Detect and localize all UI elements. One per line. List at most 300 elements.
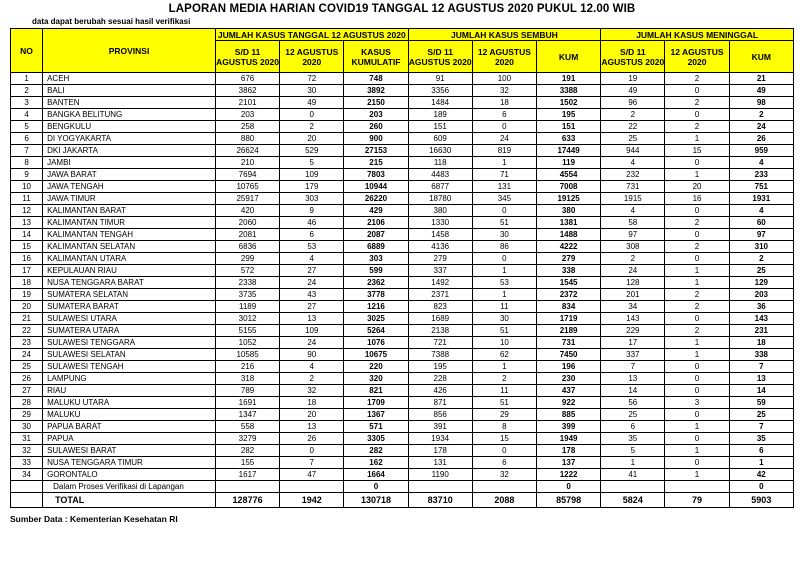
cell-k3: 320 — [344, 373, 408, 385]
cell-prov: JAWA TIMUR — [43, 193, 216, 205]
cell-s1: 871 — [408, 397, 472, 409]
cell-m3: 203 — [729, 289, 793, 301]
cell-m3: 1 — [729, 457, 793, 469]
cell-s2: 0 — [472, 205, 536, 217]
cell-m1: 4 — [601, 205, 665, 217]
cell-s1 — [408, 481, 472, 493]
cell-prov: LAMPUNG — [43, 373, 216, 385]
cell-m1: 5 — [601, 445, 665, 457]
cell-k3: 1709 — [344, 397, 408, 409]
table-row — [11, 385, 794, 397]
cell-k2: 303 — [280, 193, 344, 205]
cell-k1: 420 — [215, 205, 279, 217]
total-cell-s3: 85798 — [537, 493, 601, 508]
header-sembuh-kum: KUM — [537, 41, 601, 73]
cell-k1: 10585 — [215, 349, 279, 361]
cell-k3: 3892 — [344, 85, 408, 97]
cell-m1: 731 — [601, 181, 665, 193]
table-row — [11, 229, 794, 241]
cell-s1: 823 — [408, 301, 472, 313]
cell-m1: 17 — [601, 337, 665, 349]
cell-s3: 1488 — [537, 229, 601, 241]
cell-s1: 337 — [408, 265, 472, 277]
cell-m3: 13 — [729, 373, 793, 385]
cell-prov: BENGKULU — [43, 121, 216, 133]
cell-m2: 0 — [665, 109, 729, 121]
total-cell-k1: 128776 — [215, 493, 279, 508]
cell-k1: 880 — [215, 133, 279, 145]
cell-no: 11 — [11, 193, 43, 205]
cell-s3: 380 — [537, 205, 601, 217]
cell-s3: 834 — [537, 301, 601, 313]
cell-m3: 24 — [729, 121, 793, 133]
cell-prov: NUSA TENGGARA TIMUR — [43, 457, 216, 469]
cell-k1: 1691 — [215, 397, 279, 409]
cell-k3: 215 — [344, 157, 408, 169]
cell-s2: 51 — [472, 217, 536, 229]
cell-s1: 1330 — [408, 217, 472, 229]
cell-k2 — [280, 481, 344, 493]
cell-m3: 0 — [729, 481, 793, 493]
cell-prov: DKI JAKARTA — [43, 145, 216, 157]
header-kasus-kumulatif: KASUS KUMULATIF — [344, 41, 408, 73]
cell-s2: 8 — [472, 421, 536, 433]
cell-k2: 18 — [280, 397, 344, 409]
cell-k3: 162 — [344, 457, 408, 469]
cell-m2: 2 — [665, 289, 729, 301]
cell-prov: RIAU — [43, 385, 216, 397]
table-row — [11, 277, 794, 289]
cell-s2: 0 — [472, 253, 536, 265]
cell-no: 14 — [11, 229, 43, 241]
cell-no: 2 — [11, 85, 43, 97]
cell-k2: 90 — [280, 349, 344, 361]
cell-m1: 308 — [601, 241, 665, 253]
cell-k2: 43 — [280, 289, 344, 301]
cell-m2: 15 — [665, 145, 729, 157]
table-header — [11, 29, 794, 73]
cell-prov: MALUKU — [43, 409, 216, 421]
cell-m2: 2 — [665, 301, 729, 313]
cell-k3: 3778 — [344, 289, 408, 301]
cell-prov: SUMATERA UTARA — [43, 325, 216, 337]
cell-s3: 151 — [537, 121, 601, 133]
cell-k1: 789 — [215, 385, 279, 397]
cell-k1: 2101 — [215, 97, 279, 109]
cell-m3: 338 — [729, 349, 793, 361]
cell-s3: 4554 — [537, 169, 601, 181]
cell-k1: 558 — [215, 421, 279, 433]
total-cell-label: TOTAL — [43, 493, 216, 508]
total-cell-m1: 5824 — [601, 493, 665, 508]
cell-no: 31 — [11, 433, 43, 445]
cell-no: 13 — [11, 217, 43, 229]
cell-s3: 1502 — [537, 97, 601, 109]
cell-m3: 7 — [729, 361, 793, 373]
cell-s1: 131 — [408, 457, 472, 469]
cell-k2: 179 — [280, 181, 344, 193]
cell-m2: 1 — [665, 349, 729, 361]
cell-prov: SULAWESI UTARA — [43, 313, 216, 325]
cell-s3: 922 — [537, 397, 601, 409]
cell-k2: 2 — [280, 121, 344, 133]
table-row — [11, 85, 794, 97]
header-sembuh-sd11: S/D 11 AGUSTUS 2020 — [408, 41, 472, 73]
cell-m2: 0 — [665, 229, 729, 241]
cell-k3: 3305 — [344, 433, 408, 445]
cell-s2: 1 — [472, 289, 536, 301]
cell-k3: 10675 — [344, 349, 408, 361]
cell-s1: 1492 — [408, 277, 472, 289]
cell-m3: 26 — [729, 133, 793, 145]
cell-s2: 1 — [472, 265, 536, 277]
cell-m2: 1 — [665, 133, 729, 145]
cell-m3: 310 — [729, 241, 793, 253]
cell-s1: 279 — [408, 253, 472, 265]
total-cell-s1: 83710 — [408, 493, 472, 508]
cell-m3: 60 — [729, 217, 793, 229]
cell-m1: 34 — [601, 301, 665, 313]
cell-s1: 1484 — [408, 97, 472, 109]
cell-no: 3 — [11, 97, 43, 109]
cell-m1: 14 — [601, 385, 665, 397]
cell-m3: 6 — [729, 445, 793, 457]
cell-s3: 195 — [537, 109, 601, 121]
cell-s2: 62 — [472, 349, 536, 361]
cell-s1: 1190 — [408, 469, 472, 481]
cell-m1: 13 — [601, 373, 665, 385]
cell-no: 24 — [11, 349, 43, 361]
cell-m3: 14 — [729, 385, 793, 397]
cell-s2: 11 — [472, 301, 536, 313]
cell-k2: 7 — [280, 457, 344, 469]
cell-no: 28 — [11, 397, 43, 409]
cell-m1: 128 — [601, 277, 665, 289]
cell-k1: 210 — [215, 157, 279, 169]
table-row — [11, 397, 794, 409]
total-cell-m3: 5903 — [729, 493, 793, 508]
page-title: LAPORAN MEDIA HARIAN COVID19 TANGGAL 12 AGUSTUS 2020 PUKUL 12.00 WIB — [168, 3, 636, 15]
cell-s2: 0 — [472, 445, 536, 457]
cell-k3: 3025 — [344, 313, 408, 325]
cell-m1: 229 — [601, 325, 665, 337]
table-row — [11, 169, 794, 181]
cell-s3: 437 — [537, 385, 601, 397]
table-body — [11, 73, 794, 508]
cell-k3: 571 — [344, 421, 408, 433]
table-row — [11, 445, 794, 457]
cell-s1: 1934 — [408, 433, 472, 445]
table-row — [11, 457, 794, 469]
cell-k2: 32 — [280, 385, 344, 397]
cell-no: 9 — [11, 169, 43, 181]
cell-k1: 676 — [215, 73, 279, 85]
cell-s3: 19125 — [537, 193, 601, 205]
cell-prov: SULAWESI SELATAN — [43, 349, 216, 361]
table-row — [11, 421, 794, 433]
cell-s3: 0 — [537, 481, 601, 493]
cell-m2: 0 — [665, 385, 729, 397]
table-row — [11, 433, 794, 445]
cell-prov: JAWA TENGAH — [43, 181, 216, 193]
cell-no: 12 — [11, 205, 43, 217]
cell-k1: 3862 — [215, 85, 279, 97]
cell-m3: 751 — [729, 181, 793, 193]
cell-m1: 4 — [601, 157, 665, 169]
cell-no: 16 — [11, 253, 43, 265]
cell-s3: 885 — [537, 409, 601, 421]
cell-m1: 337 — [601, 349, 665, 361]
cell-m1: 1 — [601, 457, 665, 469]
cell-m1: 22 — [601, 121, 665, 133]
cell-s1: 1689 — [408, 313, 472, 325]
cell-k2: 4 — [280, 253, 344, 265]
header-kasus-tgl12: 12 AGUSTUS 2020 — [280, 41, 344, 73]
cell-s1: 6877 — [408, 181, 472, 193]
cell-k1 — [215, 481, 279, 493]
cell-k3: 27153 — [344, 145, 408, 157]
cell-prov: DI YOGYAKARTA — [43, 133, 216, 145]
cell-s2: 819 — [472, 145, 536, 157]
cell-k2: 109 — [280, 325, 344, 337]
cell-m2: 1 — [665, 469, 729, 481]
cell-s1: 2371 — [408, 289, 472, 301]
cell-s2: 1 — [472, 361, 536, 373]
cell-k2: 47 — [280, 469, 344, 481]
table-row — [11, 313, 794, 325]
table-row — [11, 265, 794, 277]
cell-m2: 16 — [665, 193, 729, 205]
cell-s1: 178 — [408, 445, 472, 457]
cell-m2: 2 — [665, 73, 729, 85]
cell-s2: 32 — [472, 85, 536, 97]
cell-m1: 201 — [601, 289, 665, 301]
cell-k3: 1076 — [344, 337, 408, 349]
cell-k3: 5264 — [344, 325, 408, 337]
table-row — [11, 325, 794, 337]
cell-m1: 97 — [601, 229, 665, 241]
cell-s3: 3388 — [537, 85, 601, 97]
cell-s3: 7008 — [537, 181, 601, 193]
cell-k3: 1216 — [344, 301, 408, 313]
cell-s3: 2189 — [537, 325, 601, 337]
table-row — [11, 217, 794, 229]
cell-k2: 109 — [280, 169, 344, 181]
cell-k3: 6889 — [344, 241, 408, 253]
cell-k2: 4 — [280, 361, 344, 373]
cell-k1: 2081 — [215, 229, 279, 241]
cell-k1: 7694 — [215, 169, 279, 181]
header-meninggal-kum: KUM — [729, 41, 793, 73]
cell-s2: 100 — [472, 73, 536, 85]
cell-k3: 220 — [344, 361, 408, 373]
cell-s1: 18780 — [408, 193, 472, 205]
cell-no: 4 — [11, 109, 43, 121]
cell-k3: 1367 — [344, 409, 408, 421]
cell-s1: 856 — [408, 409, 472, 421]
cell-m1 — [601, 481, 665, 493]
cell-m2: 1 — [665, 277, 729, 289]
cell-s1: 4136 — [408, 241, 472, 253]
table-row — [11, 145, 794, 157]
cell-k2: 24 — [280, 277, 344, 289]
cell-m3: 959 — [729, 145, 793, 157]
table-row — [11, 289, 794, 301]
cell-no: 34 — [11, 469, 43, 481]
cell-s2: 71 — [472, 169, 536, 181]
cell-k1: 2060 — [215, 217, 279, 229]
cell-m3: 7 — [729, 421, 793, 433]
cell-s1: 7388 — [408, 349, 472, 361]
cell-prov: KALIMANTAN UTARA — [43, 253, 216, 265]
cell-s1: 91 — [408, 73, 472, 85]
cell-no — [11, 481, 43, 493]
cell-prov: JAMBI — [43, 157, 216, 169]
cell-m2: 2 — [665, 241, 729, 253]
cell-s1: 380 — [408, 205, 472, 217]
cell-no: 19 — [11, 289, 43, 301]
cell-k2: 2 — [280, 373, 344, 385]
cell-s3: 279 — [537, 253, 601, 265]
cell-s1: 426 — [408, 385, 472, 397]
cell-s1: 609 — [408, 133, 472, 145]
cell-k1: 155 — [215, 457, 279, 469]
cell-s1: 195 — [408, 361, 472, 373]
cell-s3: 4222 — [537, 241, 601, 253]
cell-m1: 19 — [601, 73, 665, 85]
cell-k3: 203 — [344, 109, 408, 121]
cell-k1: 25917 — [215, 193, 279, 205]
cell-k2: 0 — [280, 445, 344, 457]
cell-s2: 2 — [472, 373, 536, 385]
cell-k2: 26 — [280, 433, 344, 445]
cell-s1: 721 — [408, 337, 472, 349]
header-no: NO — [11, 29, 43, 73]
cell-k3: 821 — [344, 385, 408, 397]
cell-s3: 399 — [537, 421, 601, 433]
cell-m1: 25 — [601, 133, 665, 145]
total-cell-s2: 2088 — [472, 493, 536, 508]
cell-prov: SULAWESI BARAT — [43, 445, 216, 457]
cell-m2: 0 — [665, 457, 729, 469]
cell-s2: 6 — [472, 109, 536, 121]
cell-m2: 2 — [665, 97, 729, 109]
cell-k1: 5155 — [215, 325, 279, 337]
cell-s2: 1 — [472, 157, 536, 169]
cell-no: 10 — [11, 181, 43, 193]
cell-m2: 1 — [665, 169, 729, 181]
cell-s3: 17449 — [537, 145, 601, 157]
cell-s2: 0 — [472, 121, 536, 133]
cell-m1: 58 — [601, 217, 665, 229]
cell-s2: 24 — [472, 133, 536, 145]
cell-k3: 26220 — [344, 193, 408, 205]
cell-no: 15 — [11, 241, 43, 253]
cell-k3: 1664 — [344, 469, 408, 481]
cell-m2: 1 — [665, 445, 729, 457]
cell-s2: 18 — [472, 97, 536, 109]
cell-k3: 748 — [344, 73, 408, 85]
table-row — [11, 205, 794, 217]
cell-m3: 233 — [729, 169, 793, 181]
table-row — [11, 337, 794, 349]
cell-s2: 345 — [472, 193, 536, 205]
cell-s2: 51 — [472, 397, 536, 409]
cell-k1: 6836 — [215, 241, 279, 253]
cell-k2: 53 — [280, 241, 344, 253]
cell-prov: NUSA TENGGARA BARAT — [43, 277, 216, 289]
table-row — [11, 109, 794, 121]
cell-s1: 391 — [408, 421, 472, 433]
cell-s3: 2372 — [537, 289, 601, 301]
cell-m2: 1 — [665, 421, 729, 433]
cell-prov: KALIMANTAN BARAT — [43, 205, 216, 217]
cell-k3: 0 — [344, 481, 408, 493]
cell-s2: 131 — [472, 181, 536, 193]
cell-m2: 0 — [665, 253, 729, 265]
total-cell-k3: 130718 — [344, 493, 408, 508]
data-source: Sumber Data : Kementerian Kesehatan RI — [10, 514, 178, 524]
cell-no: 8 — [11, 157, 43, 169]
cell-k1: 1347 — [215, 409, 279, 421]
table-row — [11, 121, 794, 133]
cell-no: 32 — [11, 445, 43, 457]
cell-k1: 2338 — [215, 277, 279, 289]
cell-m3: 25 — [729, 409, 793, 421]
table-row — [11, 97, 794, 109]
cell-k1: 10765 — [215, 181, 279, 193]
cell-k2: 27 — [280, 301, 344, 313]
cell-m1: 96 — [601, 97, 665, 109]
cell-s1: 16630 — [408, 145, 472, 157]
cell-s2: 6 — [472, 457, 536, 469]
cell-m2: 2 — [665, 121, 729, 133]
cell-k2: 30 — [280, 85, 344, 97]
cell-s3: 137 — [537, 457, 601, 469]
cell-m1: 41 — [601, 469, 665, 481]
table-row — [11, 409, 794, 421]
cell-s3: 633 — [537, 133, 601, 145]
table-row — [11, 301, 794, 313]
cell-s1: 118 — [408, 157, 472, 169]
cell-no: 20 — [11, 301, 43, 313]
header-meninggal-tgl12: 12 AGUSTUS 2020 — [665, 41, 729, 73]
cell-k3: 260 — [344, 121, 408, 133]
cell-m2: 0 — [665, 373, 729, 385]
cell-s2: 10 — [472, 337, 536, 349]
cell-s2: 15 — [472, 433, 536, 445]
cell-m2: 2 — [665, 325, 729, 337]
cell-k3: 2150 — [344, 97, 408, 109]
total-cell-k2: 1942 — [280, 493, 344, 508]
cell-k1: 203 — [215, 109, 279, 121]
cell-no: 30 — [11, 421, 43, 433]
cell-k1: 1052 — [215, 337, 279, 349]
cell-m3: 21 — [729, 73, 793, 85]
cell-s2: 11 — [472, 385, 536, 397]
header-provinsi: PROVINSI — [43, 29, 216, 73]
cell-k1: 1617 — [215, 469, 279, 481]
cell-m3: 97 — [729, 229, 793, 241]
cell-no: 26 — [11, 373, 43, 385]
cell-k3: 2362 — [344, 277, 408, 289]
cell-s2: 53 — [472, 277, 536, 289]
cell-s1: 228 — [408, 373, 472, 385]
cell-m3: 36 — [729, 301, 793, 313]
cell-m3: 18 — [729, 337, 793, 349]
cell-s2: 29 — [472, 409, 536, 421]
cell-k2: 9 — [280, 205, 344, 217]
